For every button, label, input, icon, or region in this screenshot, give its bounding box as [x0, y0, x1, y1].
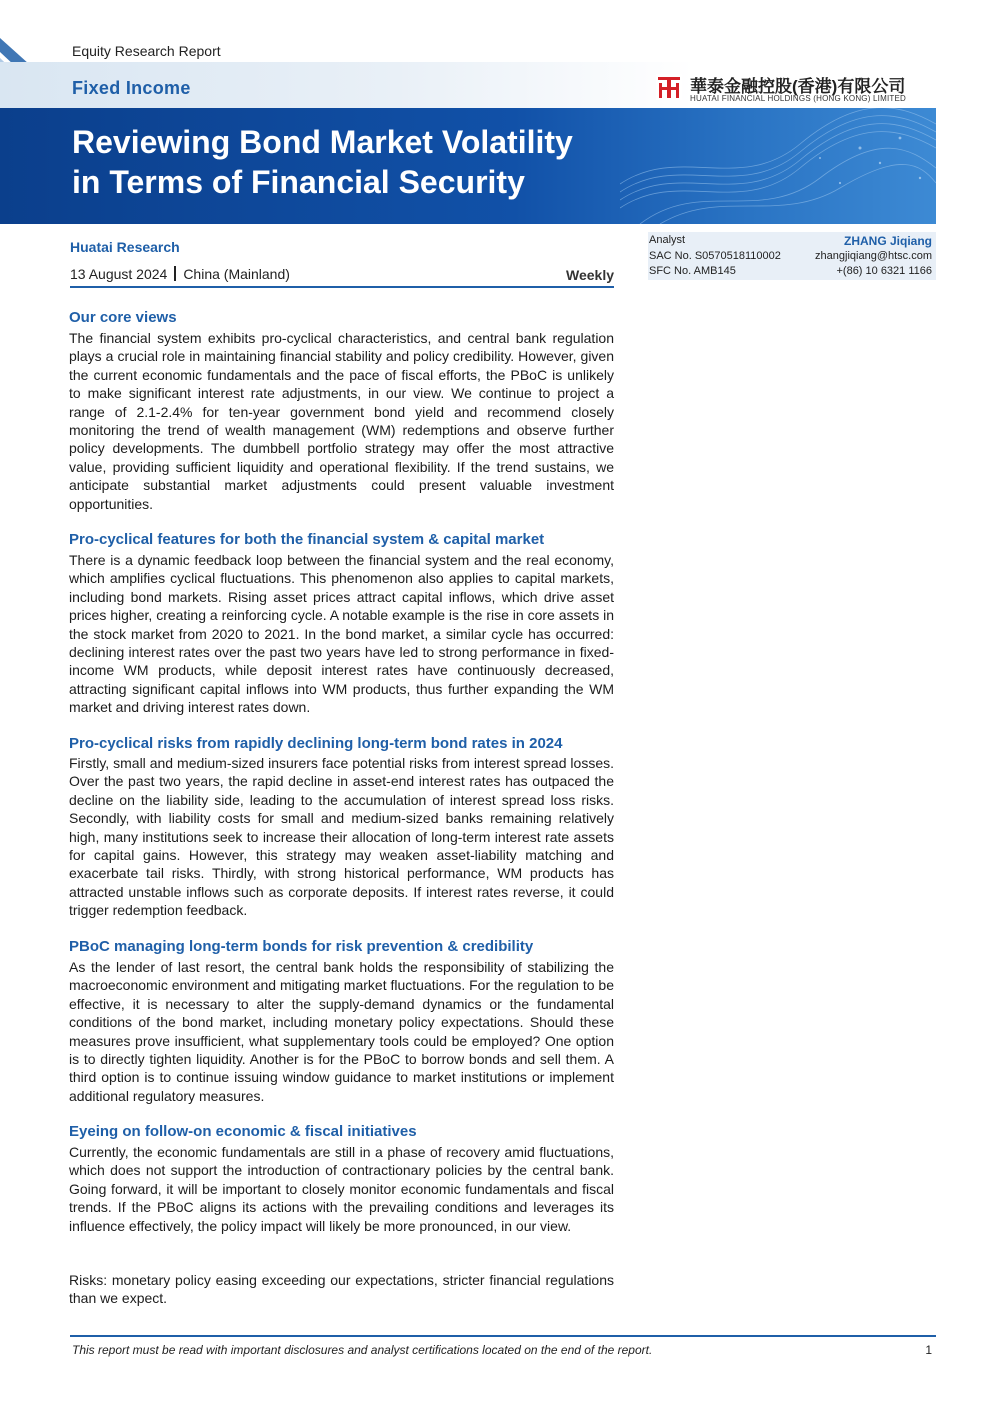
analyst-role: Analyst	[649, 234, 686, 246]
analyst-sac-number: SAC No. S0570518110002	[649, 250, 781, 262]
page-number: 1	[925, 1343, 932, 1357]
analyst-email[interactable]: zhangjiqiang@htsc.com	[815, 250, 932, 262]
separator-bar	[174, 266, 176, 281]
section-body: As the lender of last resort, the central bank holds the responsibility of stabilizing the macroeconomic environment and mitigating market fluctuations. For the regulation to be effective, it is necessary to alter the supply-demand dynamics or the fundamental conditions of the bond market, including monetary policy expectations. Should these measures prove insufficient, what supplementary tools could be employed? One option is to directly tighten liquidity. Another is for the PBoC to borrow bonds and sell them. A third option is to continue issuing window guidance to market institutions or implement additional regulatory measures.	[69, 959, 614, 1104]
company-name-english: HUATAI FINANCIAL HOLDINGS (HONG KONG) LIMITED	[690, 94, 906, 103]
date-region-line	[70, 266, 290, 282]
banner-wave-decoration	[620, 108, 936, 224]
research-house: Huatai Research	[70, 239, 180, 255]
section-heading: PBoC managing long-term bonds for risk prevention & credibility	[69, 938, 534, 955]
report-region: China (Mainland)	[183, 266, 290, 282]
section-body: Firstly, small and medium-sized insurers face potential risks from interest spread losses. Over the past two years, the rapid decline in asset-end interest rates has outpaced the decline on the liability side, leading to the accumulation of interest spread loss risks. Secondly, with liability costs for small and medium-sized banks remaining relatively high, many institutions seek to increase their allocation of long-term interest rate assets for capital gains. However, this strategy may weaken asset-liability matching and exacerbate tail risks. Thirdly, with strong historical performance, WM products has attracted unstable inflows such as corporate deposits. If interest rates reverse, it could trigger redemption feedback.	[69, 755, 614, 919]
footer-divider	[70, 1335, 936, 1337]
analyst-name: ZHANG Jiqiang	[843, 234, 932, 248]
analyst-box	[648, 232, 936, 280]
section-label: Fixed Income	[72, 78, 191, 98]
report-title-line-1: Reviewing Bond Market Volatility	[72, 124, 573, 160]
huatai-logo-icon	[656, 74, 682, 100]
risks-paragraph: Risks: monetary policy easing exceeding our expectations, stricter financial regulations than we expect.	[69, 1272, 614, 1307]
report-date: 13 August 2024	[70, 266, 168, 282]
meta-divider	[70, 286, 614, 288]
analyst-sfc-number: SFC No. AMB145	[649, 265, 736, 277]
section-body: There is a dynamic feedback loop between the financial system and the real economy, which amplifies cyclical fluctuations. This phenomenon also applies to capital markets, including bond markets. Rising asset prices attract capital inflows, which drive asset prices higher, creating a reinforcing cycle. A notable example is the rise in core assets in the stock market from 2020 to 2021. In the bond market, a similar cycle has occurred: declining interest rates over the past two years have led to strong performance in fixed-income WM products, while deposit interest rates have continuously decreased, attracting significant capital inflows into WM products, thus further expanding the WM market and driving interest rates down.	[69, 552, 614, 716]
section-heading: Our core views	[69, 309, 177, 326]
report-frequency: Weekly	[566, 267, 614, 283]
section-heading: Pro-cyclical risks from rapidly declining long-term bond rates in 2024	[69, 735, 563, 752]
section-heading: Pro-cyclical features for both the financial system & capital market	[69, 531, 545, 548]
company-name-chinese: 華泰金融控股(香港)有限公司	[690, 77, 906, 96]
analyst-phone: +(86) 10 6321 1166	[836, 265, 932, 277]
section-body: The financial system exhibits pro-cyclical characteristics, and central bank regulation plays a crucial role in maintaining financial stability and policy credibility. However, given the current economic fundamentals and the pace of fiscal efforts, the PBoC is unlikely to make significant interest rate adjustments, in our view. We continue to project a range of 2.1-2.4% for ten-year government bond yield and recommend closely monitoring the trend of wealth management (WM) redemptions and observe further policy developments. The dumbbell portfolio strategy may offer the most attractive value, providing sufficient liquidity and operational flexibility. If the trend sustains, we anticipate substantial market adjustments could present valuable investment opportunities.	[69, 330, 614, 512]
report-title-line-2: in Terms of Financial Security	[72, 164, 525, 200]
report-type: Equity Research Report	[72, 43, 221, 59]
section-heading: Eyeing on follow-on economic & fiscal initiatives	[69, 1123, 417, 1140]
footer-disclaimer: This report must be read with important disclosures and analyst certifications located on the end of the report.	[72, 1343, 653, 1357]
section-body: Currently, the economic fundamentals are still in a phase of recovery amid fluctuations, which does not support the introduction of contractionary policies by the central bank. Going forward, it will be important to closely monitor economic fundamentals and fiscal trends. If the PBoC aligns its actions with the prevailing conditions and leverages its influence effectively, the policy impact will likely be more pronounced, in our view.	[69, 1144, 614, 1234]
